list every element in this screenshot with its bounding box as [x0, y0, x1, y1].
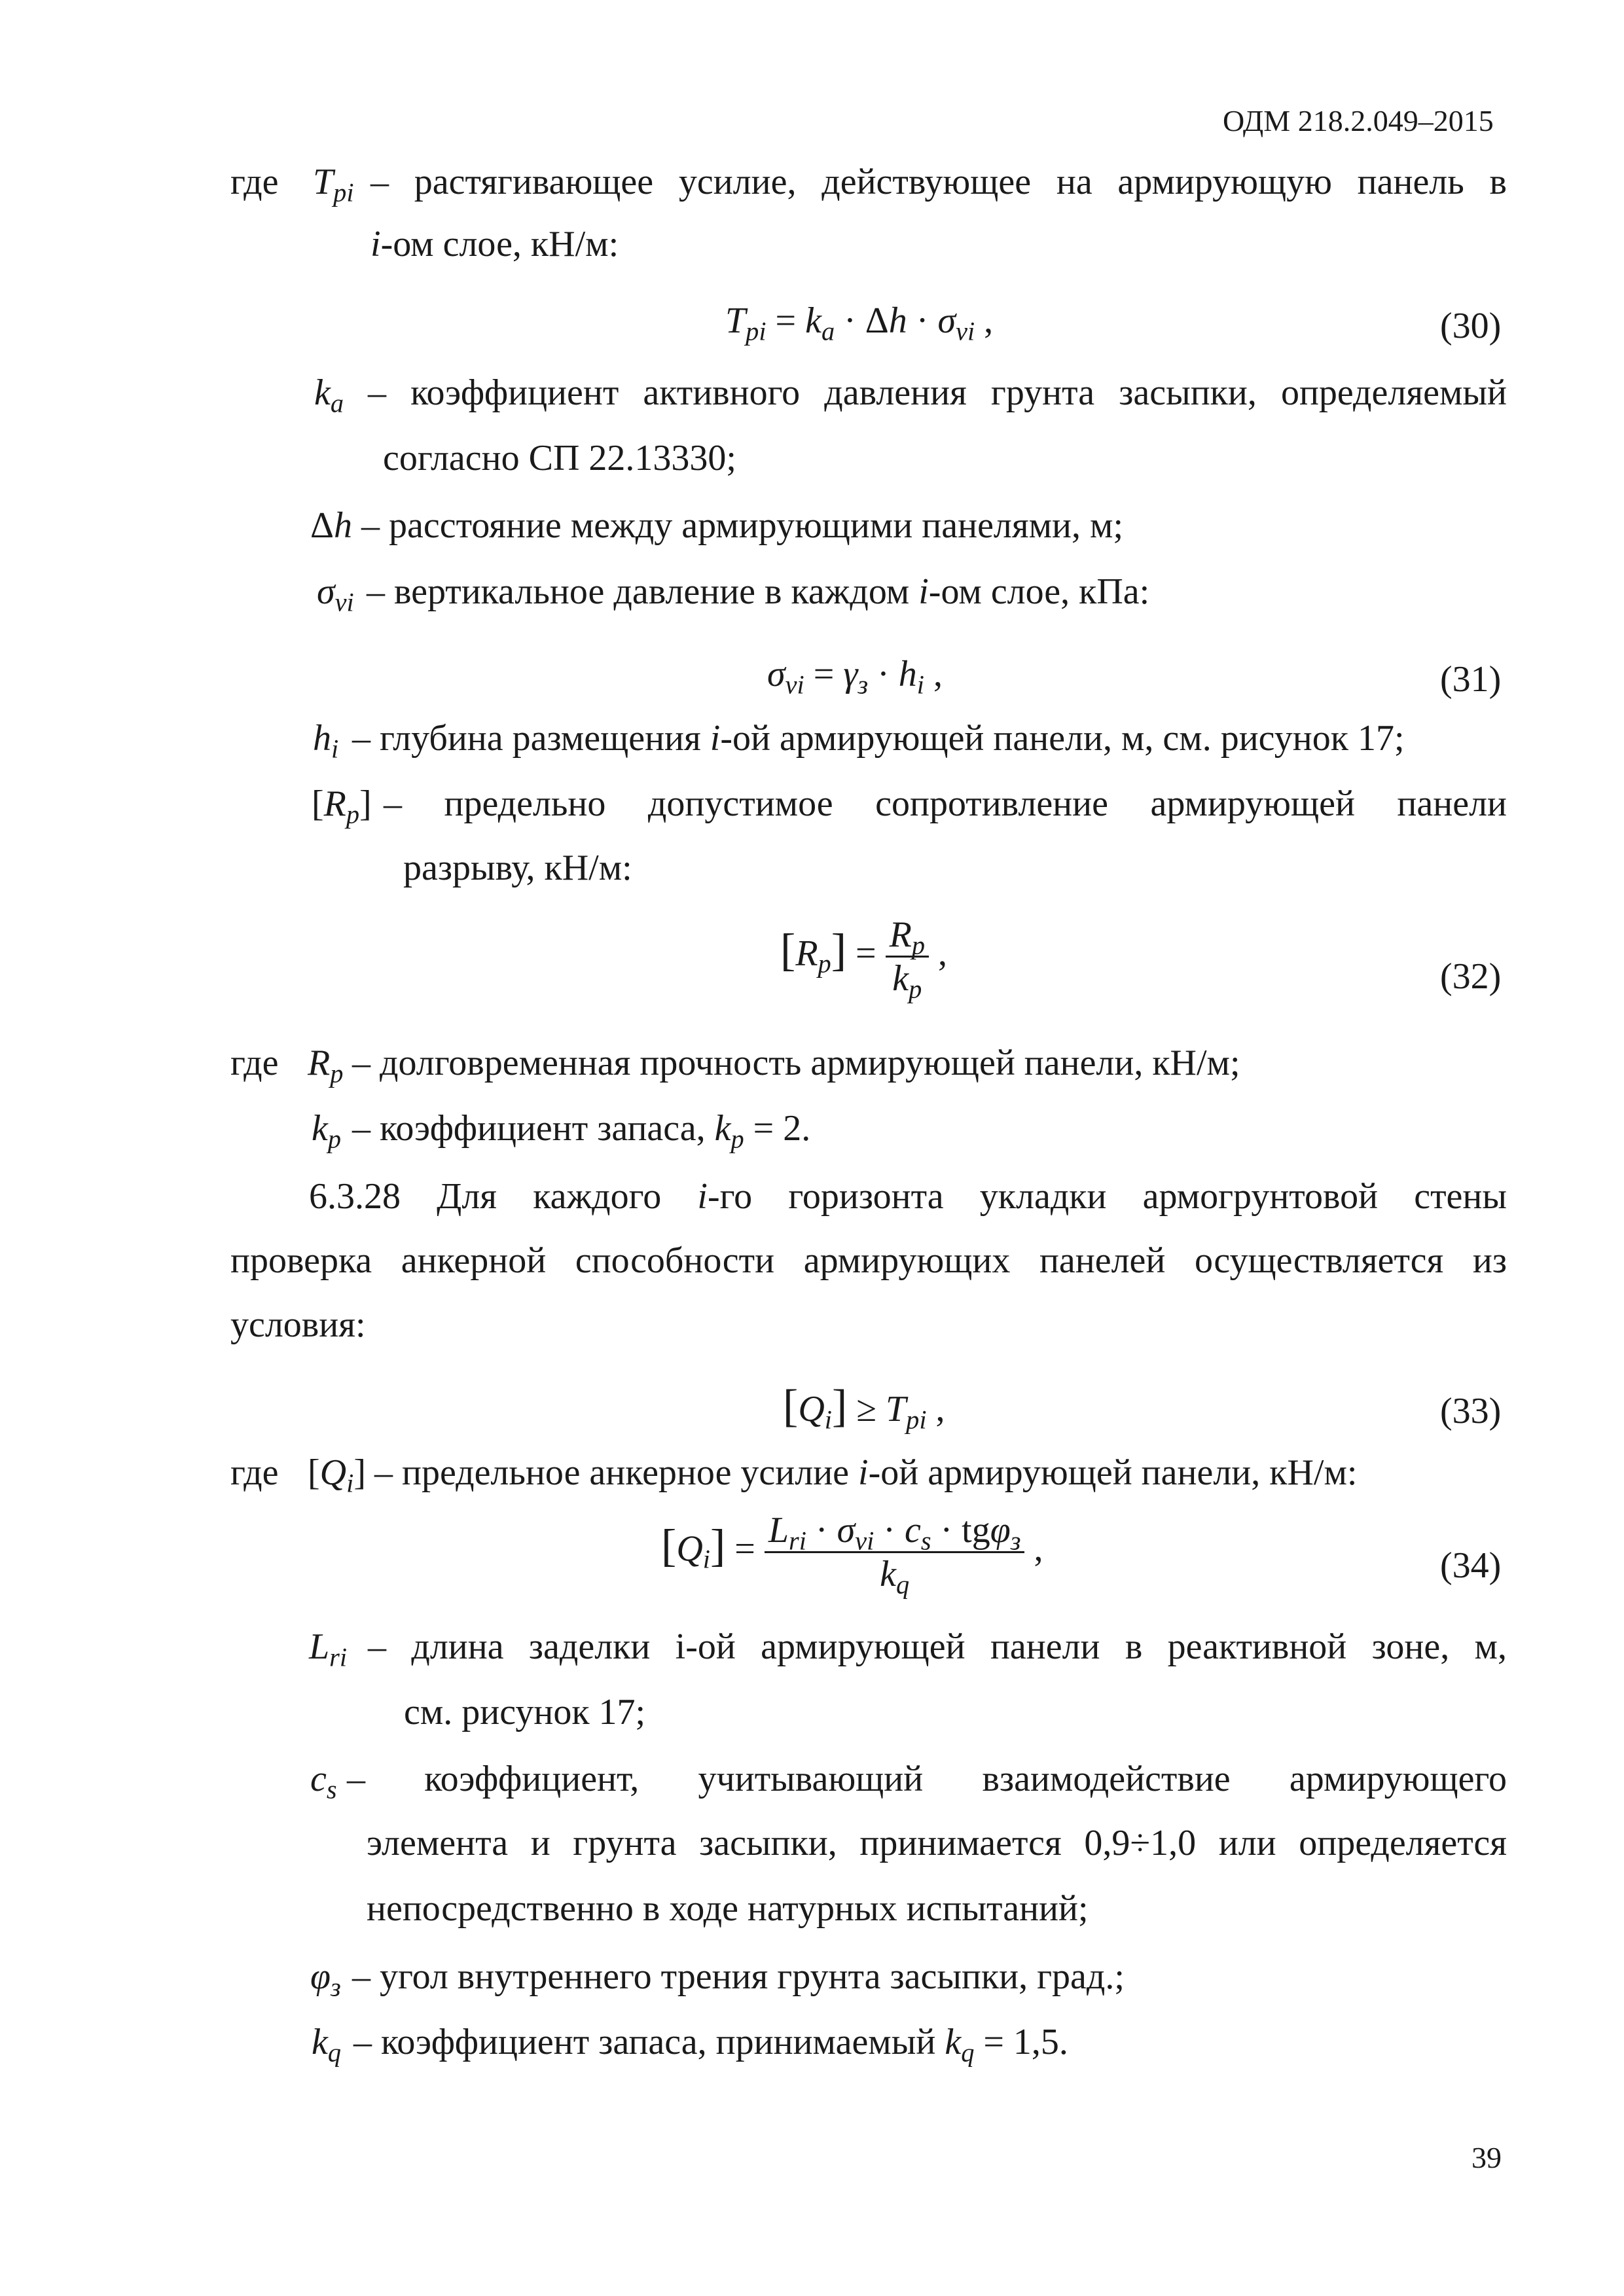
sigma-definition-text-b: -ом слое, кПа: — [928, 571, 1150, 612]
Rp-definition-line1: – предельно допустимое сопротивление армирующей панели — [384, 783, 1507, 824]
formula-30: $T_{pi} = k_a \cdot \Delta h \cdot \sigma_{vi}$ , — [725, 300, 994, 346]
doc-code-header: ОДМ 218.2.049–2015 — [1223, 104, 1494, 137]
kp-definition-text: – коэффициент запаса, — [352, 1108, 715, 1149]
para-line1-text-b: -го горизонта укладки армогрунтовой стены — [707, 1176, 1507, 1217]
para-line1-text-a: 6.3.28 Для каждого — [309, 1176, 698, 1217]
symbol-delta-h: Δh — [310, 505, 353, 546]
symbol-ka: $k_a$ — [314, 372, 344, 418]
equation-number-31: (31) — [1440, 659, 1502, 700]
ka-definition-line2: согласно СП 22.13330; — [383, 438, 736, 478]
cs-definition-line3: непосредственно в ходе натурных испытаний; — [367, 1888, 1089, 1929]
symbol-Rp-bracket: $[R_p]$ — [312, 783, 372, 829]
symbol-phi: $\varphi_з$ — [310, 1956, 341, 2002]
equation-number-33: (33) — [1440, 1391, 1502, 1431]
var-i: i — [710, 718, 721, 759]
kq-definition: – коэффициент запаса, принимаемый $k_q = 1,5$. — [353, 2022, 1068, 2068]
paragraph-6-3-28-line1 — [309, 1178, 1507, 1215]
Tpi-definition-line1: – растягивающее усилие, действующее на армирующую панель в — [370, 162, 1507, 202]
kp-definition: – коэффициент запаса, $k_p = 2$. — [352, 1108, 811, 1154]
Rp-longterm-definition: – долговременная прочность армирующей панели, кН/м; — [352, 1043, 1240, 1083]
Tpi-definition-line2 — [370, 226, 619, 262]
formula-32: $[R_p]$ = $\frac{R_p}{k_p}$ , — [780, 914, 947, 1004]
hi-definition — [352, 720, 1405, 757]
paragraph-6-3-28-line3: условия: — [230, 1304, 366, 1345]
Qi-definition-text-a: – предельное анкерное усилие — [374, 1452, 859, 1493]
Qi-definition-text-b: -ой армирующей панели, кН/м: — [868, 1452, 1358, 1493]
delta-h-definition: – расстояние между армирующими панелями, м; — [361, 505, 1124, 546]
Rp-definition-line2: разрыву, кН/м: — [403, 848, 632, 888]
var-i: i — [858, 1452, 869, 1493]
symbol-cs: $c_s$ — [310, 1759, 337, 1804]
cs-definition-line2: элемента и грунта засыпки, принимается 0,9÷1,0 или определяется — [367, 1823, 1507, 1863]
kq-value: = 1,5. — [974, 2022, 1068, 2062]
symbol-kp: $k_p$ — [312, 1108, 342, 1154]
formula-31: $\sigma_{vi} = \gamma_з \cdot h_i$ , — [767, 654, 943, 700]
paragraph-6-3-28-line2: проверка анкерной способности армирующих панелей осуществляется из — [230, 1240, 1507, 1281]
Lri-definition-line2: см. рисунок 17; — [404, 1692, 646, 1732]
ka-definition-line1: – коэффициент активного давления грунта засыпки, определяемый — [368, 372, 1507, 413]
Qi-definition — [374, 1454, 1357, 1491]
equation-number-34: (34) — [1440, 1545, 1502, 1586]
formula-34: $[Q_i]$ = $\frac{L_{ri} \cdot \sigma_{vi} \cdot c_s \cdot tg\varphi_з}{k_q}$ , — [661, 1510, 1043, 1600]
kq-definition-text: – коэффициент запаса, принимаемый — [353, 2022, 945, 2062]
symbol-Qi: $[Q_i]$ — [308, 1452, 366, 1498]
sigma-definition-text-a: – вертикальное давление в каждом — [367, 571, 919, 612]
phi-definition: – угол внутреннего трения грунта засыпки, град.; — [352, 1956, 1125, 1997]
symbol-kq: $k_q$ — [312, 2022, 342, 2068]
hi-definition-text-a: – глубина размещения — [352, 718, 710, 759]
Tpi-definition-line2-text: -ом слое, кН/м: — [380, 224, 619, 264]
formula-33: $[Q_i] \ge T_{pi}$ , — [783, 1381, 945, 1435]
Lri-definition-line1: – длина заделки i-ой армирующей панели в реактивной зоне, м, — [368, 1626, 1507, 1667]
hi-definition-text-b: -ой армирующей панели, м, см. рисунок 17; — [720, 718, 1405, 759]
kp-value: = 2. — [744, 1108, 811, 1149]
page-number: 39 — [1471, 2141, 1502, 2174]
where-label-1: где — [230, 162, 279, 202]
sigma-definition — [367, 573, 1149, 610]
symbol-Rp: $R_p$ — [308, 1043, 344, 1088]
symbol-hi: $h_i$ — [313, 718, 339, 764]
where-label-2: где — [230, 1043, 279, 1083]
symbol-Tpi: $T_{pi}$ — [313, 162, 354, 207]
equation-number-30: (30) — [1440, 306, 1502, 346]
var-i: i — [697, 1176, 708, 1217]
cs-definition-line1: – коэффициент, учитывающий взаимодействие армирующего — [347, 1759, 1507, 1799]
where-label-3: где — [230, 1452, 279, 1493]
var-i: i — [370, 224, 381, 264]
symbol-Lri: $L_{ri}$ — [309, 1626, 348, 1672]
equation-number-32: (32) — [1440, 956, 1502, 997]
symbol-sigma-vi: $\sigma_{vi}$ — [317, 571, 354, 617]
var-i: i — [918, 571, 929, 612]
